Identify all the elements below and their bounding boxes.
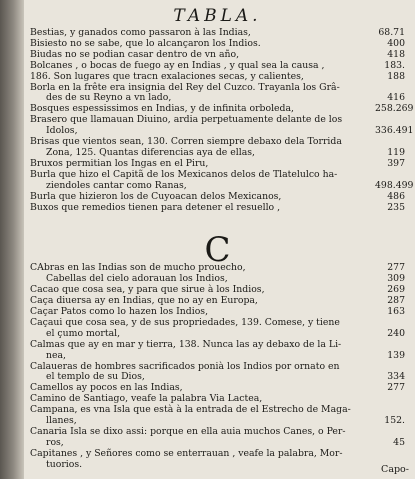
index-entry-text: Bruxos permitian los Ingas en el Piru, bbox=[30, 157, 209, 169]
index-entry-page: 68.71 bbox=[378, 27, 405, 38]
index-entry-page: 418 bbox=[387, 48, 405, 60]
index-entry-page: 258.269 bbox=[375, 103, 414, 115]
index-entry-text: Zona, 125. Quantas diferencias aya de ellas, bbox=[46, 146, 255, 158]
index-entry-text: llanes, bbox=[46, 415, 77, 427]
index-entry bbox=[30, 203, 405, 214]
index-entry bbox=[30, 449, 405, 471]
index-entry-text: Camino de Santiago, veafe la palabra Via Lactea, bbox=[30, 393, 263, 405]
index-entry-text: nea, bbox=[46, 349, 66, 361]
index-entry-text: Buxos que remedios tienen para detener el resuello , bbox=[30, 201, 281, 213]
index-entry-page: 240 bbox=[387, 327, 405, 339]
index-entry-text: Bolcanes , o bocas de fuego ay en Indias , y qual sea la causa , bbox=[30, 59, 325, 71]
index-entry-page: 498.499 bbox=[375, 179, 414, 191]
index-section-c bbox=[30, 263, 405, 470]
index-entry-text: 186. Son lugares que tracn exalaciones secas, y calientes, bbox=[30, 70, 304, 82]
index-entry-text: el templo de su Dios, bbox=[46, 371, 145, 383]
index-entry-page: 397 bbox=[387, 157, 405, 169]
index-entry bbox=[30, 340, 405, 362]
index-entry-text: Calaueras de hombres sacrificados ponià los Indios por ornato en bbox=[30, 360, 340, 372]
index-entry-page: 235 bbox=[387, 201, 405, 213]
index-entry-text: Bestias, y ganados como passaron à las Indias, bbox=[30, 27, 251, 38]
page-content bbox=[30, 4, 414, 471]
index-entry bbox=[30, 72, 405, 83]
index-entry-text: Caçaui que cosa sea, y de sus propriedades, 139. Comese, y tiene bbox=[30, 316, 340, 328]
index-entry-page: 400 bbox=[387, 37, 405, 49]
index-entry-text: Canaria Isla se dixo assi: porque en ella auia muchos Canes, o Per- bbox=[30, 426, 346, 437]
index-entry-page: 334 bbox=[387, 371, 405, 383]
index-entry bbox=[30, 405, 405, 427]
index-entry-text: Caçar Patos como lo hazen los Indios, bbox=[30, 306, 209, 318]
index-entry-page: 152. bbox=[384, 415, 405, 427]
index-entry-page: 277 bbox=[387, 262, 405, 274]
page-header-title: TABLA. bbox=[173, 6, 262, 26]
index-entry-page: 119 bbox=[387, 146, 405, 158]
book-gutter-shadow bbox=[0, 0, 24, 479]
index-entry-page: 139 bbox=[387, 349, 405, 361]
index-entry-text: Brisas que vientos sean, 130. Corren siempre debaxo dela Torrida bbox=[30, 136, 342, 148]
index-entry-page: 416 bbox=[387, 92, 405, 104]
index-entry-text: Bisiesto no se sabe, que lo alcançaron los Indios. bbox=[30, 37, 261, 49]
index-entry bbox=[30, 362, 405, 384]
index-entry bbox=[30, 83, 405, 105]
index-entry-text: ziendoles cantar como Ranas, bbox=[46, 179, 187, 191]
index-entry-page: 163 bbox=[387, 306, 405, 318]
index-entry-text: Camellos ay pocos en las Indias, bbox=[30, 382, 183, 394]
index-entry-text: Burla que hizo el Capitã de los Mexicanos delos de Tlatelulco ha- bbox=[30, 168, 338, 180]
index-entry-text: CAbras en las Indias son de mucho prouecho, bbox=[30, 262, 246, 274]
index-entry-page: 269 bbox=[387, 284, 405, 296]
index-entry-text: Campana, es vna Isla que està à la entrada de el Estrecho de Maga- bbox=[30, 404, 351, 416]
index-entry-text: Calmas que ay en mar y tierra, 138. Nunca las ay debaxo de la Li- bbox=[30, 338, 342, 350]
index-entry-text: Cacao que cosa sea, y para que sirue à los Indios, bbox=[30, 284, 265, 296]
index-entry bbox=[30, 61, 405, 72]
index-entry-page: 486 bbox=[387, 190, 405, 202]
index-entry-page: 309 bbox=[387, 273, 405, 285]
index-entry-text: el çumo mortal, bbox=[46, 327, 121, 339]
index-entry-text: Burla que hizieron los de Cuyoacan delos Mexicanos, bbox=[30, 190, 282, 202]
index-section-b bbox=[30, 27, 414, 213]
index-entry-page: 277 bbox=[387, 382, 405, 394]
index-entry-text: ros, bbox=[46, 436, 64, 448]
index-entry bbox=[30, 192, 405, 203]
index-entry bbox=[30, 318, 405, 340]
index-entry-text: Brasero que llamauan Diuino, ardia perpetuamente delante de los bbox=[30, 114, 343, 126]
catchword: Capo- bbox=[381, 464, 409, 475]
index-entry-text: Bosques espessissimos en Indias, y de infinita orboleda, bbox=[30, 103, 295, 115]
index-entry-text: Caça diuersa ay en Indias, que no ay en Europa, bbox=[30, 295, 258, 307]
index-entry-page: 188 bbox=[387, 70, 405, 82]
index-entry bbox=[30, 168, 414, 192]
index-entry bbox=[30, 114, 414, 137]
index-entry-text: Capitanes , y Señores como se enterrauan , veafe la palabra, Mor- bbox=[30, 447, 343, 459]
index-entry-page: 45 bbox=[393, 436, 405, 448]
section-letter-c: C bbox=[204, 230, 231, 271]
index-entry-page: 287 bbox=[387, 295, 405, 307]
index-entry-text: Cabellas del cielo adorauan los Indios, bbox=[46, 273, 228, 285]
index-entry-text: Biudas no se podian casar dentro de vn año, bbox=[30, 48, 240, 60]
index-entry bbox=[30, 137, 405, 159]
index-entry-page: 183. bbox=[384, 59, 405, 71]
index-entry-text: Idolos, bbox=[46, 125, 78, 137]
index-entry-page: 336.491 bbox=[375, 125, 414, 137]
index-entry-text: Borla en la frête era insignia del Rey del Cuzco. Trayanla los Grâ- bbox=[30, 81, 340, 93]
index-entry bbox=[30, 427, 405, 449]
index-entry-text: tuorios. bbox=[46, 458, 83, 470]
index-entry-text: des de su Reyno a vn lado, bbox=[46, 92, 172, 104]
